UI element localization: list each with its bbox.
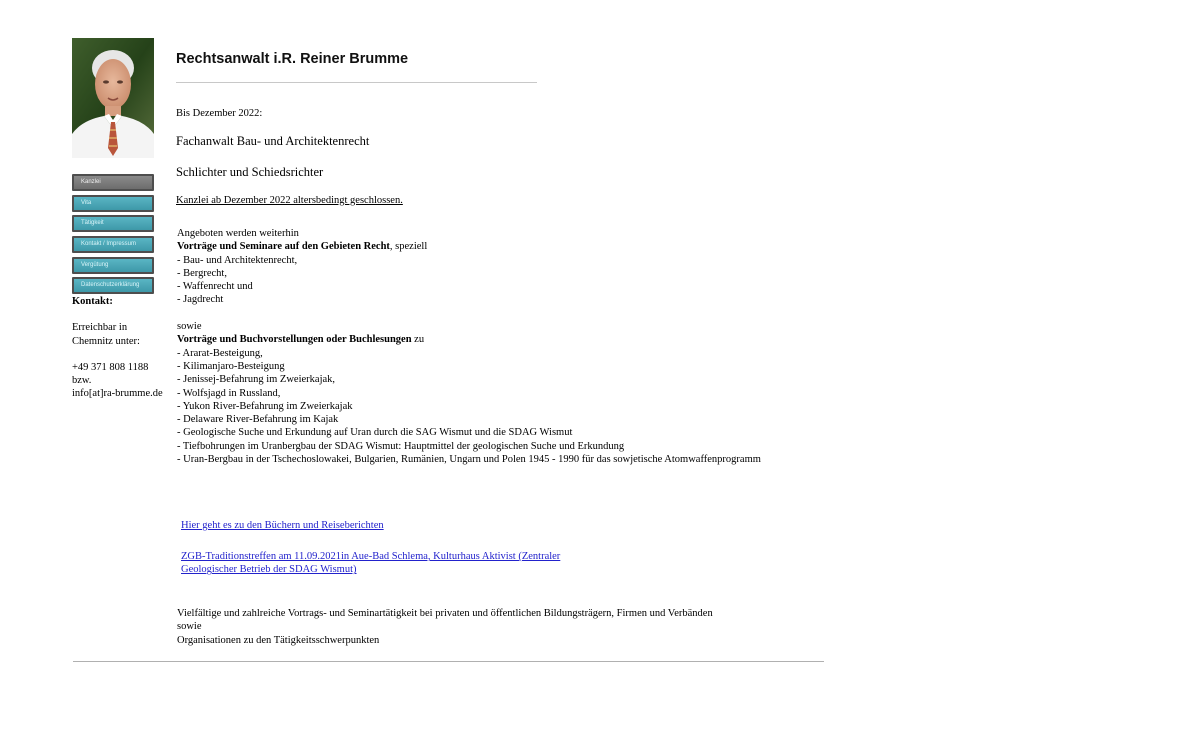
list-item: - Bau- und Architektenrecht,	[177, 254, 298, 266]
nav-item-kanzlei[interactable]	[72, 174, 154, 191]
zgb-link-line1: ZGB-Traditionstreffen am 11.09.2021in Aue-Bad Schlema, Kulturhaus Aktivist (Zentraler	[181, 551, 561, 562]
title-divider	[176, 82, 537, 83]
nav-item-taetigkeit[interactable]	[72, 215, 154, 232]
lectures-rest: , speziell	[389, 241, 428, 253]
sidebar-nav	[72, 174, 154, 298]
nav-item-kontakt[interactable]	[72, 236, 154, 253]
list-item: - Uran-Bergbau in der Tschechoslowakei, Bulgarien, Rumänien, Ungarn und Polen 1945 - 1990 für das sowjetische Atomwaffenprogramm	[177, 454, 761, 466]
list-item: - Waffenrecht und	[177, 281, 253, 293]
list-item: - Ararat-Besteigung,	[177, 347, 263, 359]
contact-heading: Kontakt:	[72, 296, 113, 307]
nav-item-label: Tätigkeit	[81, 220, 104, 227]
books-rest: zu	[411, 334, 425, 346]
list-item: - Bergrecht,	[177, 267, 227, 279]
footer-divider	[73, 661, 824, 662]
nav-item-label: Vergütung	[81, 261, 109, 268]
nav-item-label: Kontakt / Impressum	[81, 241, 137, 248]
offers-intro: Angeboten werden weiterhin	[177, 228, 299, 239]
nav-item-label: Kanzlei	[81, 179, 101, 185]
list-item: - Jagdrecht	[177, 294, 224, 306]
nav-item-verguetung[interactable]	[72, 257, 154, 274]
offers-also: sowie	[177, 321, 202, 333]
list-item: - Geologische Suche und Erkundung auf Uran durch die SAG Wismut und die SDAG Wismut	[177, 427, 573, 439]
zgb-link-line2: Geologischer Betrieb der SDAG Wismut)	[181, 564, 357, 576]
page-title: Rechtsanwalt i.R. Reiner Brumme	[176, 51, 409, 67]
nav-item-label: Vita	[81, 199, 92, 206]
portrait-photo	[72, 38, 154, 158]
closed-notice: Kanzlei ab Dezember 2022 altersbedingt geschlossen.	[176, 195, 403, 206]
nav-item-datenschutz[interactable]	[72, 277, 154, 294]
books-link[interactable]: Hier geht es zu den Büchern und Reiseberichten	[181, 520, 384, 531]
list-item: - Yukon River-Befahrung im Zweierkajak	[177, 400, 353, 412]
nav-item-label: Datenschutzerklärung	[81, 282, 140, 289]
contact-phone: +49 371 808 1188	[72, 361, 149, 373]
list-item: - Kilimanjaro-Besteigung	[177, 360, 285, 372]
lectures-line	[177, 240, 877, 253]
until-text: Bis Dezember 2022:	[176, 108, 263, 119]
contact-email: info[at]ra-brumme.de	[72, 388, 163, 400]
zgb-link[interactable]	[181, 550, 561, 577]
contact-bzw: bzw.	[72, 375, 92, 387]
list-item: - Tiefbohrungen im Uranbergbau der SDAG Wismut: Hauptmittel der geologischen Suche und Erkundung	[177, 440, 625, 452]
specialty-1: Fachanwalt Bau- und Architektenrecht	[176, 134, 370, 148]
contact-reach-line2: Chemnitz unter:	[72, 335, 140, 347]
list-item: - Jenissej-Befahrung im Zweierkajak,	[177, 374, 336, 386]
nav-item-vita[interactable]	[72, 195, 154, 212]
books-bold: Vorträge und Buchvorstellungen oder Buchlesungen	[177, 334, 412, 346]
activity-summary	[177, 607, 737, 647]
list-item: - Wolfsjagd in Russland,	[177, 387, 281, 399]
list-item: - Delaware River-Befahrung im Kajak	[177, 414, 339, 426]
activity-line1: Vielfältige und zahlreiche Vortrags- und Seminartätigkeit bei privaten und öffentlichen Bildungsträgern, Firmen und Verbänden sowie	[177, 608, 713, 633]
specialty-2: Schlichter und Schiedsrichter	[176, 165, 324, 179]
contact-block	[72, 295, 172, 401]
contact-reach-line1: Erreichbar in	[72, 322, 128, 334]
activity-line2: Organisationen zu den Tätigkeitsschwerpunkten	[177, 634, 380, 646]
books-line	[177, 333, 877, 346]
lectures-bold: Vorträge und Seminare auf den Gebieten Recht	[177, 241, 390, 253]
offers-section	[177, 227, 877, 466]
